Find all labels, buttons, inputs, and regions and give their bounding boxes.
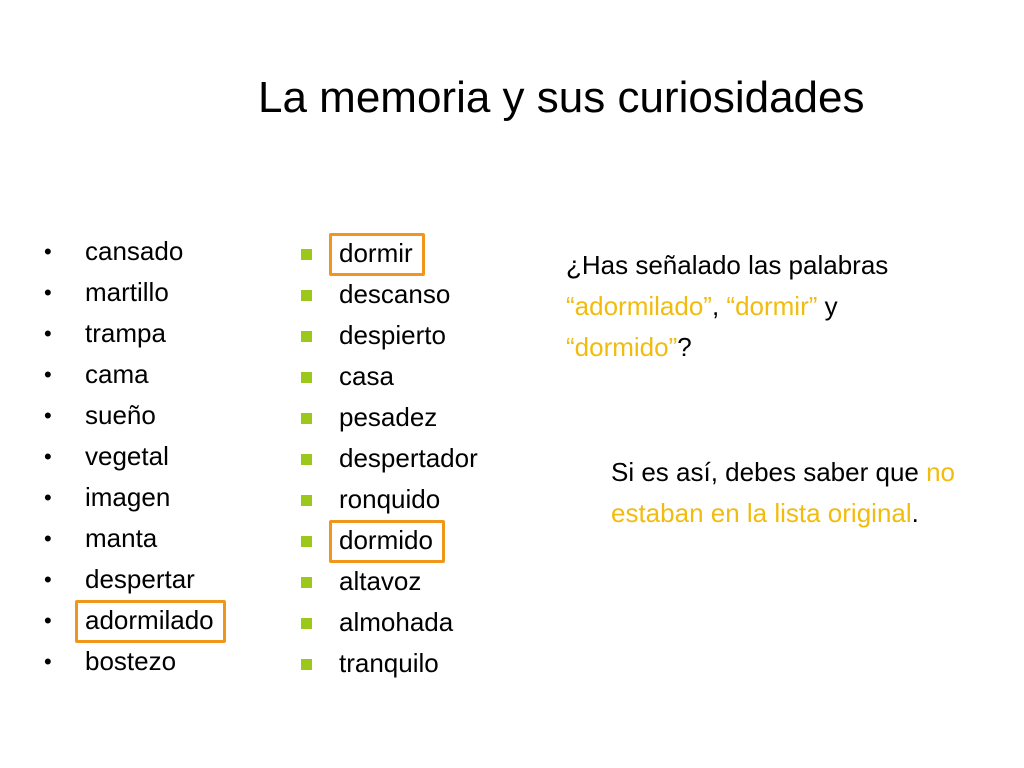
list-item <box>301 561 478 602</box>
list-item-word: casa <box>339 361 394 391</box>
square-bullet-icon <box>301 290 312 301</box>
square-bullet-icon <box>301 413 312 424</box>
list-item-word: ronquido <box>339 484 441 514</box>
bullet-dot-icon: • <box>44 649 52 674</box>
list-item-word: despertador <box>339 443 478 473</box>
list-item <box>44 436 214 477</box>
square-bullet-icon <box>301 577 312 588</box>
list-item-word: manta <box>85 523 158 553</box>
list-item-word: imagen <box>85 482 171 512</box>
word-list-left <box>44 231 214 682</box>
bullet-dot-icon: • <box>44 239 52 264</box>
question-text <box>566 245 946 368</box>
list-item <box>301 520 478 561</box>
highlighted-word: “dormido” <box>566 332 678 362</box>
bullet-dot-icon: • <box>44 485 52 510</box>
list-item <box>44 354 214 395</box>
list-item-word: cansado <box>85 236 184 266</box>
conclusion-part: Si es así, debes saber que <box>611 457 927 487</box>
list-item-word: descanso <box>339 279 451 309</box>
conclusion-text <box>611 452 961 534</box>
square-bullet-icon <box>301 331 312 342</box>
bullet-dot-icon: • <box>44 567 52 592</box>
list-item-word: despertar <box>85 564 195 594</box>
list-item-word: altavoz <box>339 566 422 596</box>
square-bullet-icon <box>301 372 312 383</box>
bullet-dot-icon: • <box>44 280 52 305</box>
list-item <box>44 395 214 436</box>
list-item-word: cama <box>85 359 149 389</box>
list-item-word: sueño <box>85 400 156 430</box>
bullet-dot-icon: • <box>44 526 52 551</box>
list-item-word: tranquilo <box>339 648 439 678</box>
square-bullet-icon <box>301 249 312 260</box>
bullet-dot-icon: • <box>44 362 52 387</box>
question-part: , <box>711 291 727 321</box>
list-item <box>301 397 478 438</box>
list-item <box>301 643 478 684</box>
square-bullet-icon <box>301 659 312 670</box>
list-item-word: despierto <box>339 320 446 350</box>
list-item <box>301 438 478 479</box>
list-item <box>44 477 214 518</box>
bullet-dot-icon: • <box>44 403 52 428</box>
circled-word: dormir <box>339 233 413 274</box>
list-item <box>301 233 478 274</box>
list-item <box>301 602 478 643</box>
square-bullet-icon <box>301 536 312 547</box>
bullet-dot-icon: • <box>44 444 52 469</box>
list-item <box>44 272 214 313</box>
list-item <box>44 559 214 600</box>
list-item-word: trampa <box>85 318 166 348</box>
list-item <box>301 315 478 356</box>
highlighted-word: “dormir” <box>726 291 818 321</box>
word-list-right <box>301 233 478 684</box>
list-item <box>44 641 214 682</box>
highlighted-phrase: no estaban en la lista original <box>611 457 956 528</box>
slide-title: La memoria y sus curiosidades <box>258 73 865 122</box>
list-item-word: martillo <box>85 277 169 307</box>
conclusion-part: . <box>911 498 919 528</box>
list-item <box>44 231 214 272</box>
list-item <box>301 274 478 315</box>
list-item <box>301 479 478 520</box>
circled-word: dormido <box>339 520 433 561</box>
list-item-word: almohada <box>339 607 454 637</box>
list-item <box>44 518 214 559</box>
list-item-word: pesadez <box>339 402 438 432</box>
question-part: ? <box>677 332 692 362</box>
bullet-dot-icon: • <box>44 608 52 633</box>
highlighted-word: “adormilado” <box>566 291 712 321</box>
square-bullet-icon <box>301 618 312 629</box>
square-bullet-icon <box>301 495 312 506</box>
list-item-word: bostezo <box>85 646 177 676</box>
question-part: ¿Has señalado las palabras <box>566 250 889 280</box>
bullet-dot-icon: • <box>44 321 52 346</box>
question-part: y <box>817 291 838 321</box>
list-item-word: vegetal <box>85 441 169 471</box>
list-item <box>44 313 214 354</box>
list-item <box>44 600 214 641</box>
circled-word: adormilado <box>85 600 214 641</box>
list-item <box>301 356 478 397</box>
square-bullet-icon <box>301 454 312 465</box>
